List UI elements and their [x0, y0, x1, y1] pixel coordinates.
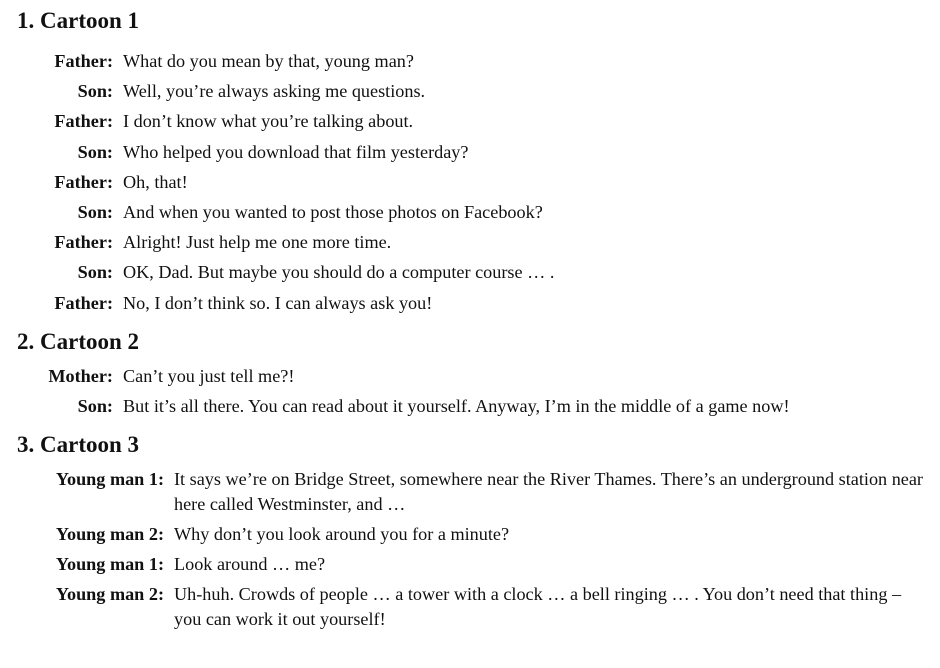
dialogue-line — [0, 230, 940, 260]
speaker-label: Father: — [54, 111, 113, 132]
dialogue-line — [0, 364, 940, 394]
speaker-label: Father: — [54, 171, 113, 192]
speaker-label: Son: — [77, 262, 113, 283]
utterance-text: Why don’t you look around you for a minute? — [174, 524, 510, 545]
speaker-label: Son: — [77, 81, 113, 102]
utterance-text: OK, Dad. But maybe you should do a computer course … . — [123, 262, 555, 283]
dialogue-line — [0, 140, 940, 170]
dialogue-cartoon-3 — [0, 467, 940, 637]
dialogue-line — [0, 200, 940, 230]
dialogue-line — [0, 522, 940, 552]
dialogue-line — [0, 582, 940, 637]
section-heading-cartoon-2: 2. Cartoon 2 — [17, 328, 140, 354]
speaker-label: Father: — [54, 292, 113, 313]
speaker-label: Young man 2: — [55, 584, 164, 605]
speaker-label: Father: — [54, 232, 113, 253]
section-heading-cartoon-1: 1. Cartoon 1 — [17, 8, 140, 33]
utterance-text: But it’s all there. You can read about it yourself. Anyway, I’m in the middle of a game now! — [123, 395, 790, 416]
utterance-text: Can’t you just tell me?! — [123, 365, 295, 386]
section-heading-cartoon-3: 3. Cartoon 3 — [17, 432, 140, 458]
utterance-text: I don’t know what you’re talking about. — [123, 111, 414, 132]
dialogue-line — [0, 170, 940, 200]
utterance-text: Who helped you download that film yesterday? — [123, 141, 469, 162]
dialogue-line — [0, 79, 940, 109]
speaker-label: Son: — [77, 395, 113, 416]
utterance-text: What do you mean by that, young man? — [123, 51, 414, 71]
dialogue-line — [0, 109, 940, 139]
utterance-text: Alright! Just help me one more time. — [123, 232, 392, 253]
dialogue-line — [0, 260, 940, 290]
dialogue-line — [0, 552, 940, 582]
dialogue-line — [0, 394, 940, 424]
speaker-label: Son: — [77, 141, 113, 162]
dialogue-cartoon-2 — [0, 364, 940, 424]
utterance-text: Oh, that! — [123, 171, 188, 192]
utterance-text: Uh-huh. Crowds of people … a tower with a clock … a bell ringing … . You don’t need that thing – you can work it out yourself! — [174, 584, 902, 630]
dialogue-line — [0, 49, 940, 79]
speaker-label: Father: — [54, 51, 113, 71]
speaker-label: Young man 1: — [55, 554, 164, 575]
utterance-text: Look around … me? — [174, 554, 326, 575]
utterance-text: No, I don’t think so. I can always ask you! — [123, 292, 433, 313]
speaker-label: Young man 2: — [55, 524, 164, 545]
dialogue-cartoon-1 — [0, 49, 940, 321]
speaker-label: Son: — [77, 201, 113, 222]
utterance-text: And when you wanted to post those photos on Facebook? — [123, 201, 543, 222]
utterance-text: Well, you’re always asking me questions. — [123, 81, 426, 102]
utterance-text: It says we’re on Bridge Street, somewhere near the River Thames. There’s an underground station near here called Westminster, and … — [174, 469, 923, 515]
dialogue-line — [0, 291, 940, 321]
speaker-label: Young man 1: — [55, 469, 164, 490]
dialogue-line — [0, 467, 940, 522]
speaker-label: Mother: — [48, 365, 113, 386]
